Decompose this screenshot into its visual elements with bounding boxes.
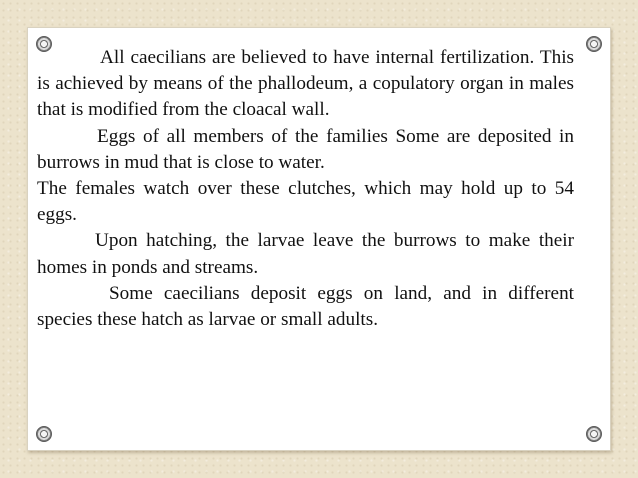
paragraph-eggs-on-land: Some caecilians deposit eggs on land, and in different species these hatch as larvae or small adults.	[37, 282, 574, 331]
pin-icon-bottom-left	[36, 426, 52, 442]
paragraph-fertilization: All caecilians are believed to have internal fertilization. This is achieved by means of the phallodeum, a copulatory organ in males that is modified from the cloacal wall.	[37, 47, 574, 121]
body-text	[37, 45, 574, 333]
paragraph-hatching: Upon hatching, the larvae leave the burrows to make their homes in ponds and streams.	[37, 230, 574, 278]
paragraph-females-clutches: The females watch over these clutches, which may hold up to 54 eggs.	[37, 178, 574, 226]
pin-icon-bottom-right	[586, 426, 602, 442]
pin-icon-top-right	[586, 36, 602, 52]
paragraph-eggs-burrows: Eggs of all members of the families Some are deposited in burrows in mud that is close to water.	[37, 125, 574, 173]
